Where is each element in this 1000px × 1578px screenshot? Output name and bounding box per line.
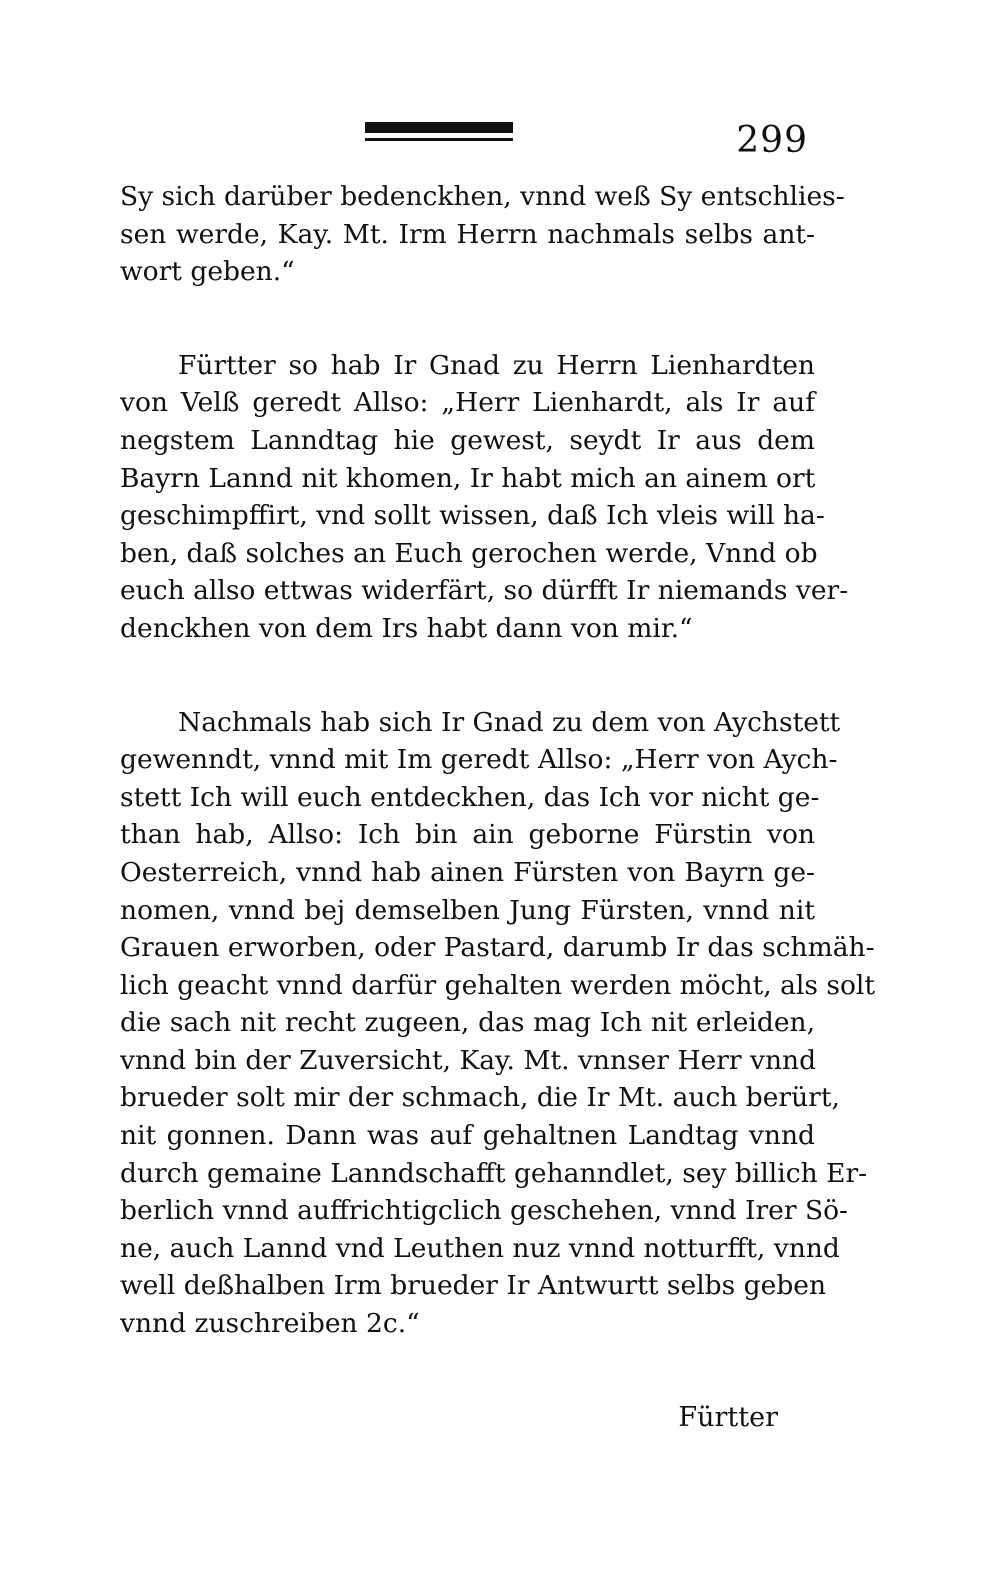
text-line: euch allso ettwas widerfärt, so dürfft Ir niemands ver- — [120, 575, 849, 607]
paragraph-gap — [120, 648, 815, 704]
text-line: die sach nit recht zugeen, das mag Ich nit erleiden, — [120, 1007, 815, 1039]
text-line: stett Ich will euch entdeckhen, das Ich vor nicht ge- — [120, 781, 820, 813]
catchword: Fürtter — [678, 1402, 778, 1433]
text-line: nit gonnen. Dann was auf gehaltnen Landtag vnnd — [120, 1120, 815, 1152]
text-line: nomen, vnnd bej demselben Jung Fürsten, vnnd nit — [120, 894, 815, 926]
paragraph-1 — [120, 178, 845, 291]
text-line: gewenndt, vnnd mit Im geredt Allso: „Herr von Aych- — [120, 744, 838, 776]
text-line: brueder solt mir der schmach, die Ir Mt. auch berürt, — [120, 1082, 840, 1114]
text-line: vnnd bin der Zuversicht, Kay. Mt. vnnser Herr vnnd — [120, 1044, 817, 1076]
text-line: Grauen erworben, oder Pastard, darumb Ir das schmäh- — [120, 932, 875, 964]
text-line: vnnd zuschreiben 2c.“ — [120, 1308, 420, 1340]
text-line: Sy sich darüber bedenckhen, vnnd weß Sy entschlies- — [120, 181, 845, 212]
paragraph-3 — [120, 704, 876, 1343]
text-line: Fürtter so hab Ir Gnad zu Herrn Lienhardten — [178, 349, 815, 381]
text-line: berlich vnnd auffrichtigclich geschehen, vnnd Irer Sö- — [120, 1195, 849, 1227]
text-line: Oesterreich, vnnd hab ainen Fürsten von Bayrn ge- — [120, 856, 815, 888]
text-line: ne, auch Lannd vnd Leuthen nuz vnnd notturfft, vnnd — [120, 1232, 840, 1264]
text-line: von Velß geredt Allso: „Herr Lienhardt, als Ir auf — [120, 387, 815, 419]
ornament-thin-rule — [365, 138, 513, 141]
text-line: wort geben.“ — [120, 256, 295, 288]
text-line: durch gemaine Lanndschafft gehanndlet, sey billich Er- — [120, 1157, 868, 1189]
text-line: Nachmals hab sich Ir Gnad zu dem von Aychstett — [178, 706, 841, 738]
text-line: than hab, Allso: Ich bin ain geborne Fürstin von — [120, 819, 815, 851]
text-line: denckhen von dem Irs habt dann von mir.“ — [120, 612, 693, 644]
body-text — [120, 178, 876, 1343]
header-ornament — [365, 122, 513, 144]
text-line: sen werde, Kay. Mt. Irm Herrn nachmals selbs ant- — [120, 218, 815, 250]
text-line: negstem Lanndtag hie gewest, seydt Ir aus dem — [120, 424, 815, 456]
text-line: Bayrn Lannd nit khomen, Ir habt mich an ainem ort — [120, 462, 816, 494]
text-line: geschimpffirt, vnd sollt wissen, daß Ich vleis will ha- — [120, 500, 825, 532]
text-line: ben, daß solches an Euch gerochen werde, Vnnd ob — [120, 537, 818, 569]
paragraph-2 — [120, 347, 849, 648]
text-line: well deßhalben Irm brueder Ir Antwurtt selbs geben — [120, 1270, 827, 1302]
paragraph-gap — [120, 291, 815, 347]
text-line: lich geacht vnnd darfür gehalten werden möcht, als solt — [120, 969, 876, 1001]
ornament-thick-rule — [365, 122, 513, 133]
page-number: 299 — [736, 120, 808, 161]
